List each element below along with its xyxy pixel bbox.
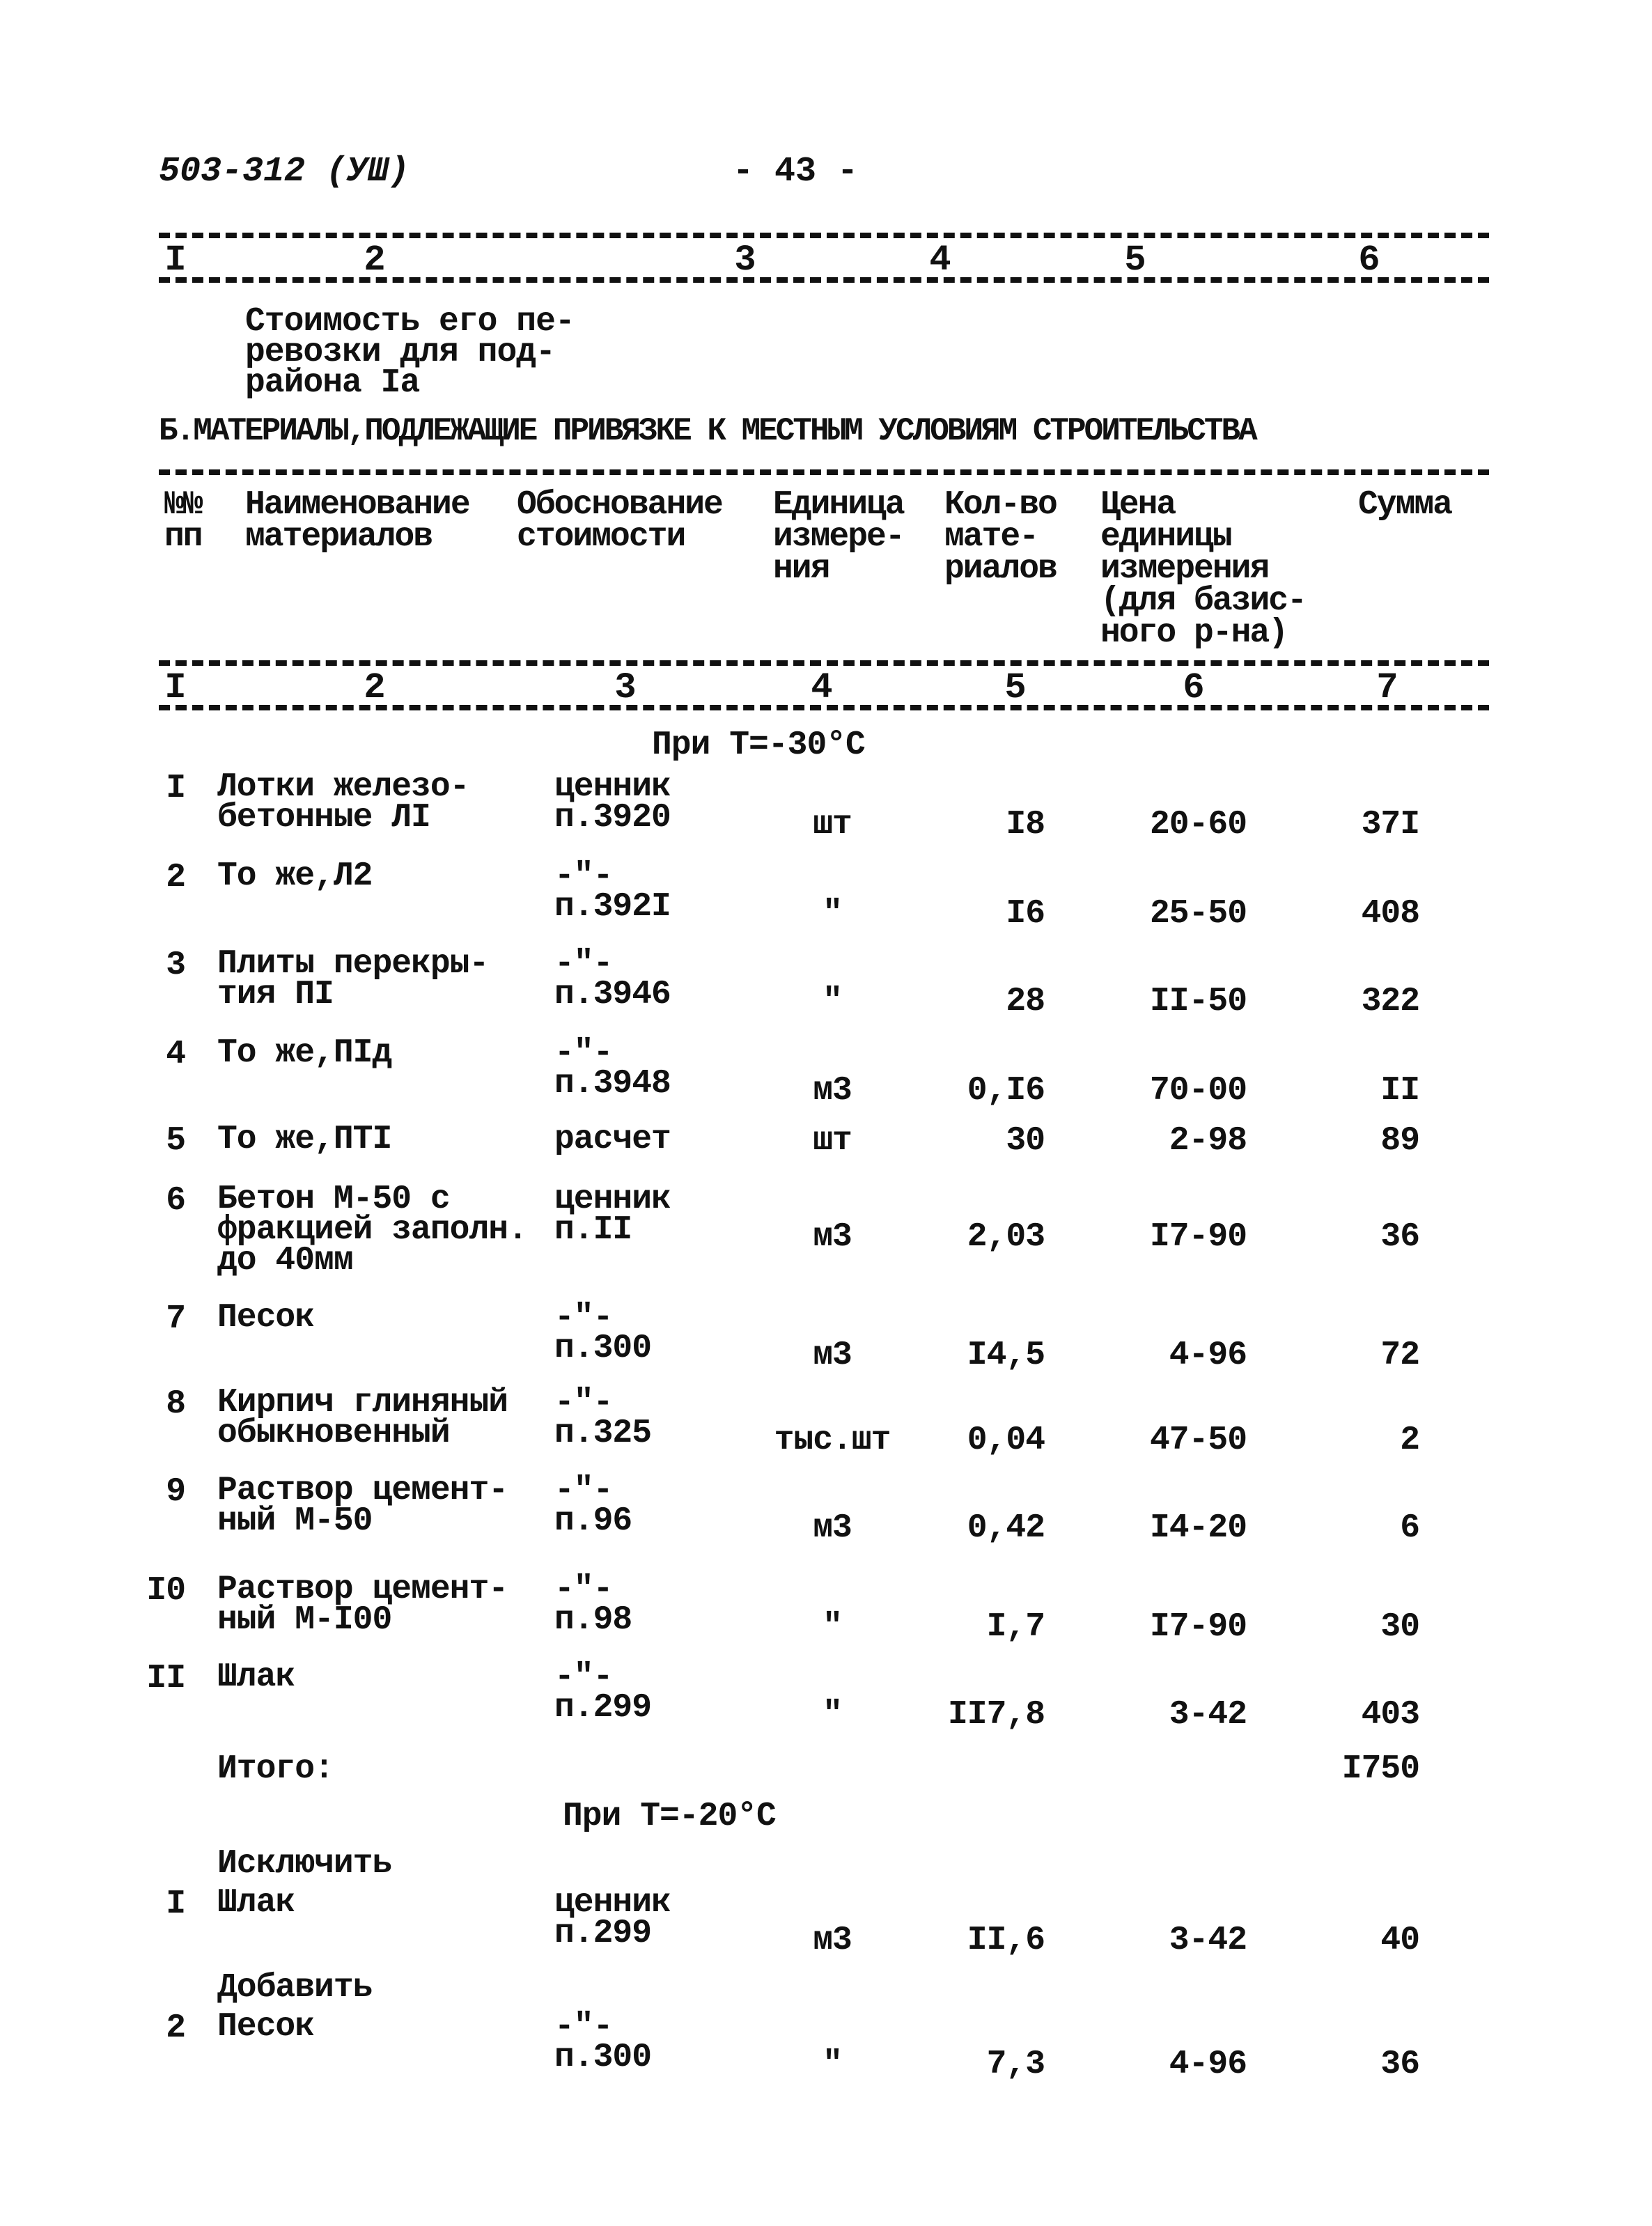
material-name: Раствор цемент- ный М-I00 (217, 1571, 508, 1639)
quantity: 7,3 (986, 2046, 1045, 2083)
row-sum: 36 (1380, 2046, 1419, 2083)
material-name: Шлак (217, 1658, 295, 1696)
row-sum: 322 (1361, 983, 1419, 1020)
unit-price: 3-42 (1169, 1696, 1247, 1734)
quantity: 2,03 (967, 1218, 1045, 1256)
row-sum: 89 (1380, 1122, 1419, 1160)
material-name: Кирпич глиняный обыкновенный (217, 1384, 508, 1452)
group-heading: При Т=-20°С (563, 1798, 776, 1835)
material-name: Бетон М-50 с фракцией заполн. до 40мм (217, 1181, 527, 1279)
row-sum: 72 (1380, 1337, 1419, 1374)
row-sum: II (1380, 1072, 1419, 1110)
unit-price: 4-96 (1169, 2046, 1247, 2083)
unit-price: 20-60 (1149, 806, 1247, 843)
quantity: 0,I6 (967, 1072, 1045, 1110)
material-name: Песок (217, 2008, 315, 2046)
unit: " (823, 1608, 842, 1646)
dashed-rule (159, 233, 1489, 238)
quantity: II,6 (967, 1922, 1045, 1959)
col-number: 4 (811, 667, 833, 708)
unit-price: II-50 (1149, 983, 1247, 1020)
unit-price: 47-50 (1149, 1422, 1247, 1459)
material-name: Лотки железо- бетонные ЛI (217, 768, 469, 836)
material-name: То же,Л2 (217, 857, 373, 895)
col-number: 6 (1183, 667, 1205, 708)
unit: м3 (813, 1218, 852, 1256)
cost-basis: ценник п.II (554, 1181, 671, 1249)
header-cell-unit: Единица измере- ния (773, 486, 904, 588)
col-number: 4 (929, 240, 951, 281)
total-label: Итого: (217, 1750, 334, 1788)
cost-basis: -"- п.299 (554, 1658, 652, 1727)
unit-price: 25-50 (1149, 895, 1247, 933)
unit-price: 2-98 (1169, 1122, 1247, 1160)
row-number: I0 (146, 1572, 185, 1610)
unit: " (823, 895, 842, 933)
quantity: II7,8 (947, 1696, 1045, 1734)
col-number: 3 (734, 240, 756, 281)
cost-basis: -"- п.300 (554, 1299, 652, 1367)
unit-price: 3-42 (1169, 1922, 1247, 1959)
row-sum: 37I (1361, 806, 1419, 843)
dashed-rule (159, 277, 1489, 283)
col-number: I (164, 667, 187, 708)
header-cell-sum: Сумма (1358, 486, 1452, 524)
material-name: То же,ПТI (217, 1121, 392, 1158)
col-number: 5 (1124, 240, 1146, 281)
row-sum: 2 (1400, 1422, 1419, 1459)
page-number: - 43 - (733, 152, 859, 192)
section-title: Б.МАТЕРИАЛЫ,ПОДЛЕЖАЩИЕ ПРИВЯЗКЕ К МЕСТНЫМ УСЛОВИЯМ СТРОИТЕЛЬСТВА (159, 413, 1256, 449)
quantity: I,7 (986, 1608, 1045, 1646)
unit: м3 (813, 1337, 852, 1374)
unit-price: 70-00 (1149, 1072, 1247, 1110)
row-sum: 403 (1361, 1696, 1419, 1734)
header-cell-quantity: Кол-во мате- риалов (944, 486, 1057, 588)
col-number: 2 (364, 240, 386, 281)
material-name: Раствор цемент- ный М-50 (217, 1472, 508, 1540)
row-number: 2 (166, 2009, 185, 2047)
cost-basis: -"- п.300 (554, 2008, 652, 2076)
cost-basis: -"- п.392I (554, 857, 671, 926)
row-number: 7 (166, 1300, 185, 1338)
row-number: 9 (166, 1473, 185, 1511)
unit: м3 (813, 1072, 852, 1110)
material-name: То же,ПIд (217, 1034, 392, 1072)
row-sum: 36 (1380, 1218, 1419, 1256)
material-name: Песок (217, 1299, 315, 1337)
quantity: 30 (1006, 1122, 1045, 1160)
material-name: Плиты перекры- тия ПI (217, 945, 489, 1013)
dashed-rule (159, 469, 1489, 475)
header-cell-name: Наименование материалов (245, 486, 469, 556)
header-cell-basis: Обоснование стоимости (517, 486, 722, 556)
col-number: 5 (1004, 667, 1027, 708)
unit: шт (813, 1122, 852, 1160)
header-cell-price: Цена единицы измерения (для базис- ного р-на) (1100, 486, 1306, 652)
unit-price: 4-96 (1169, 1337, 1247, 1374)
row-number: 5 (166, 1122, 185, 1160)
carryover-text: Стоимость его пе- ревозки для под- района Iа (245, 303, 575, 402)
cost-basis: -"- п.98 (554, 1571, 632, 1639)
document-code: 503-312 (УШ) (159, 152, 410, 192)
material-name: Шлак (217, 1884, 295, 1922)
unit-price: I7-90 (1149, 1608, 1247, 1646)
unit-price: I7-90 (1149, 1218, 1247, 1256)
col-number: 2 (364, 667, 386, 708)
col-number: 3 (614, 667, 637, 708)
row-number: I (166, 1885, 185, 1923)
unit: тыс.шт (774, 1422, 891, 1459)
cost-basis: -"- п.96 (554, 1472, 632, 1540)
row-sum: 6 (1400, 1509, 1419, 1547)
total-value: I750 (1341, 1750, 1419, 1788)
row-number: I (166, 770, 185, 807)
add-label: Добавить (217, 1969, 373, 2007)
header-cell-number: №№ пп (164, 486, 202, 556)
cost-basis: -"- п.3948 (554, 1034, 671, 1103)
cost-basis: ценник п.299 (554, 1884, 671, 1952)
quantity: 0,42 (967, 1509, 1045, 1547)
row-number: 2 (166, 859, 185, 896)
unit-price: I4-20 (1149, 1509, 1247, 1547)
row-number: 8 (166, 1385, 185, 1423)
unit: " (823, 983, 842, 1020)
exclude-label: Исключить (217, 1845, 392, 1883)
quantity: 28 (1006, 983, 1045, 1020)
row-number: 3 (166, 947, 185, 984)
row-number: 4 (166, 1036, 185, 1073)
row-sum: 40 (1380, 1922, 1419, 1959)
unit: " (823, 2046, 842, 2083)
unit: м3 (813, 1922, 852, 1959)
unit: шт (813, 806, 852, 843)
row-number: 6 (166, 1182, 185, 1220)
row-number: II (146, 1660, 185, 1697)
unit: м3 (813, 1509, 852, 1547)
quantity: I6 (1006, 895, 1045, 933)
cost-basis: -"- п.3946 (554, 945, 671, 1013)
dashed-rule (159, 705, 1489, 710)
cost-basis: расчет (554, 1121, 671, 1158)
quantity: 0,04 (967, 1422, 1045, 1459)
cost-basis: -"- п.325 (554, 1384, 652, 1452)
col-number: I (164, 240, 187, 281)
group-heading: При Т=-30°С (652, 726, 865, 764)
dashed-rule (159, 660, 1489, 666)
quantity: I4,5 (967, 1337, 1045, 1374)
col-number: 6 (1358, 240, 1380, 281)
row-sum: 408 (1361, 895, 1419, 933)
unit: " (823, 1696, 842, 1734)
row-sum: 30 (1380, 1608, 1419, 1646)
quantity: I8 (1006, 806, 1045, 843)
col-number: 7 (1376, 667, 1398, 708)
cost-basis: ценник п.3920 (554, 768, 671, 836)
